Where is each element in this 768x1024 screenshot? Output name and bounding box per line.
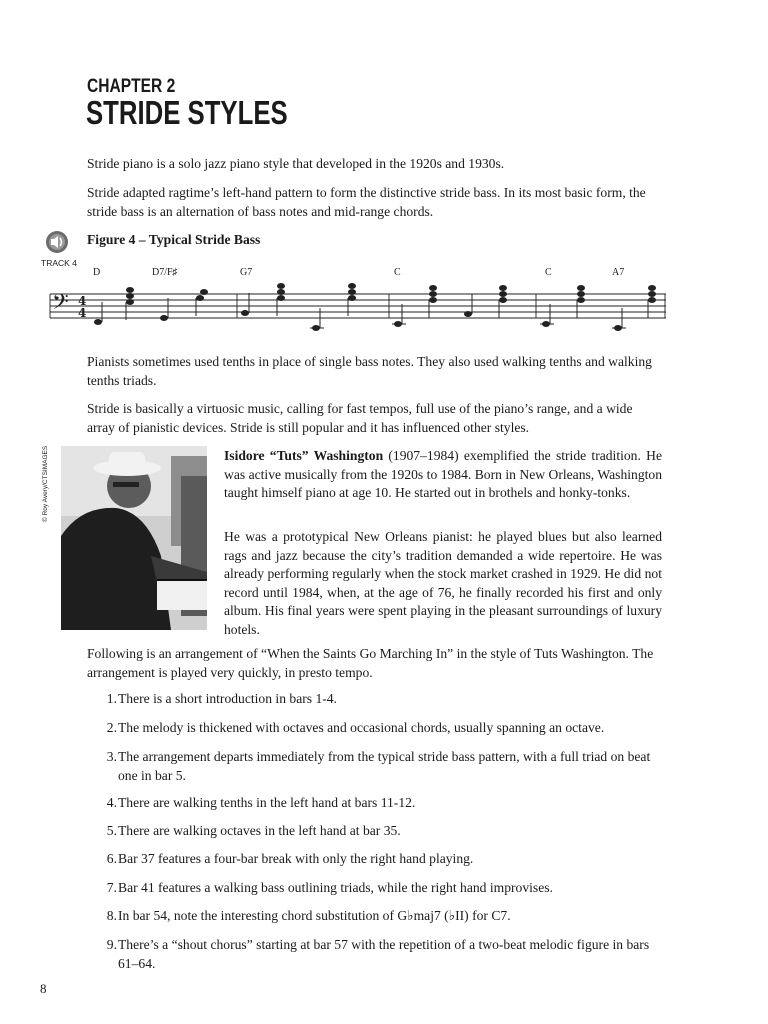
list-item-text: There’s a “shout chorus” starting at bar 57 with the repetition of a two-beat melodic figure in bars 61–64. bbox=[118, 937, 650, 971]
figure-caption: Figure 4 – Typical Stride Bass bbox=[87, 232, 261, 247]
list-item-number: 3. bbox=[106, 749, 117, 764]
intro-paragraph-1: Stride piano is a solo jazz piano style that developed in the 1920s and 1930s. bbox=[87, 156, 505, 171]
audio-track-icon[interactable] bbox=[45, 230, 69, 254]
list-item-number: 8. bbox=[106, 908, 117, 923]
bio-paragraph-2: He was a prototypical New Orleans pianist: he played blues but also learned rags and jazz because the city’s tradition demanded a wide repertoire. He was already performing regularly when the stock market crashed in 1929. He did not record until 1984, when, at the age of 76, he finally recorded his first and only album. His final years were spent playing in the pleasant surroundings of luxury hotels. bbox=[224, 529, 662, 637]
bio-text: (1907–1984) exemplified the stride tradition. He was active musically from the 1920s to 1984. Born in New Orleans, Washington taught himself piano at age 10. He started out in brothels and honky-tonks. bbox=[224, 448, 662, 500]
chord-symbol: C bbox=[394, 267, 401, 278]
chord-symbol: D7/F♯ bbox=[152, 267, 178, 278]
chord-symbol: A7 bbox=[612, 267, 625, 278]
list-item-text: There are walking tenths in the left hand at bars 11-12. bbox=[118, 795, 416, 810]
svg-text:𝄢: 𝄢 bbox=[52, 290, 69, 320]
list-item-text: In bar 54, note the interesting chord substitution of G♭maj7 (♭II) for C7. bbox=[118, 908, 511, 923]
list-item-text: Bar 41 features a walking bass outlining triads, while the right hand improvises. bbox=[118, 880, 553, 895]
track-label: TRACK 4 bbox=[41, 258, 77, 268]
body-paragraph-tenths: Pianists sometimes used tenths in place of single bass notes. They also used walking tenths and walking tenths triads. bbox=[87, 354, 652, 388]
chapter-label: CHAPTER 2 bbox=[87, 76, 176, 97]
list-item-number: 4. bbox=[106, 795, 117, 810]
list-item-number: 5. bbox=[106, 823, 117, 838]
chord-symbol: G7 bbox=[240, 267, 253, 278]
list-item-number: 1. bbox=[106, 691, 117, 706]
stride-bass-staff bbox=[48, 280, 668, 340]
arrangement-intro: Following is an arrangement of “When the Saints Go Marching In” in the style of Tuts Washington. The arrangement is played very quickly, in presto tempo. bbox=[87, 646, 654, 680]
bio-paragraph-1 bbox=[224, 447, 662, 503]
bio-name: Isidore “Tuts” Washington bbox=[224, 448, 384, 463]
list-item-number: 9. bbox=[106, 937, 117, 952]
page-number: 8 bbox=[40, 981, 47, 996]
photo-credit: © Roy Avery/CTSIMAGES bbox=[42, 445, 49, 522]
list-item-text: Bar 37 features a four-bar break with only the right hand playing. bbox=[118, 851, 474, 866]
svg-text:4: 4 bbox=[78, 294, 87, 308]
list-item-number: 7. bbox=[106, 880, 117, 895]
list-item-text: The arrangement departs immediately from the typical stride bass pattern, with a full triad on beat one in bar 5. bbox=[118, 749, 651, 783]
list-item-number: 6. bbox=[106, 851, 117, 866]
chapter-title: STRIDE STYLES bbox=[86, 94, 288, 131]
pianist-photo bbox=[61, 446, 207, 630]
list-item-text: There are walking octaves in the left hand at bar 35. bbox=[118, 823, 401, 838]
chord-symbol: C bbox=[545, 267, 552, 278]
list-item-number: 2. bbox=[106, 720, 117, 735]
intro-paragraph-2: Stride adapted ragtime’s left-hand pattern to form the distinctive stride bass. In its most basic form, the stride bass is an alternation of bass notes and mid-range chords. bbox=[87, 185, 646, 219]
list-item-text: The melody is thickened with octaves and occasional chords, usually spanning an octave. bbox=[118, 720, 605, 735]
body-paragraph-virtuosic: Stride is basically a virtuosic music, calling for fast tempos, full use of the piano’s range, and a wide array of pianistic devices. Stride is still popular and it has influenced other styles. bbox=[87, 401, 633, 435]
list-item-text: There is a short introduction in bars 1-4. bbox=[118, 691, 337, 706]
chord-symbol: D bbox=[93, 267, 101, 278]
svg-text:4: 4 bbox=[78, 306, 87, 320]
